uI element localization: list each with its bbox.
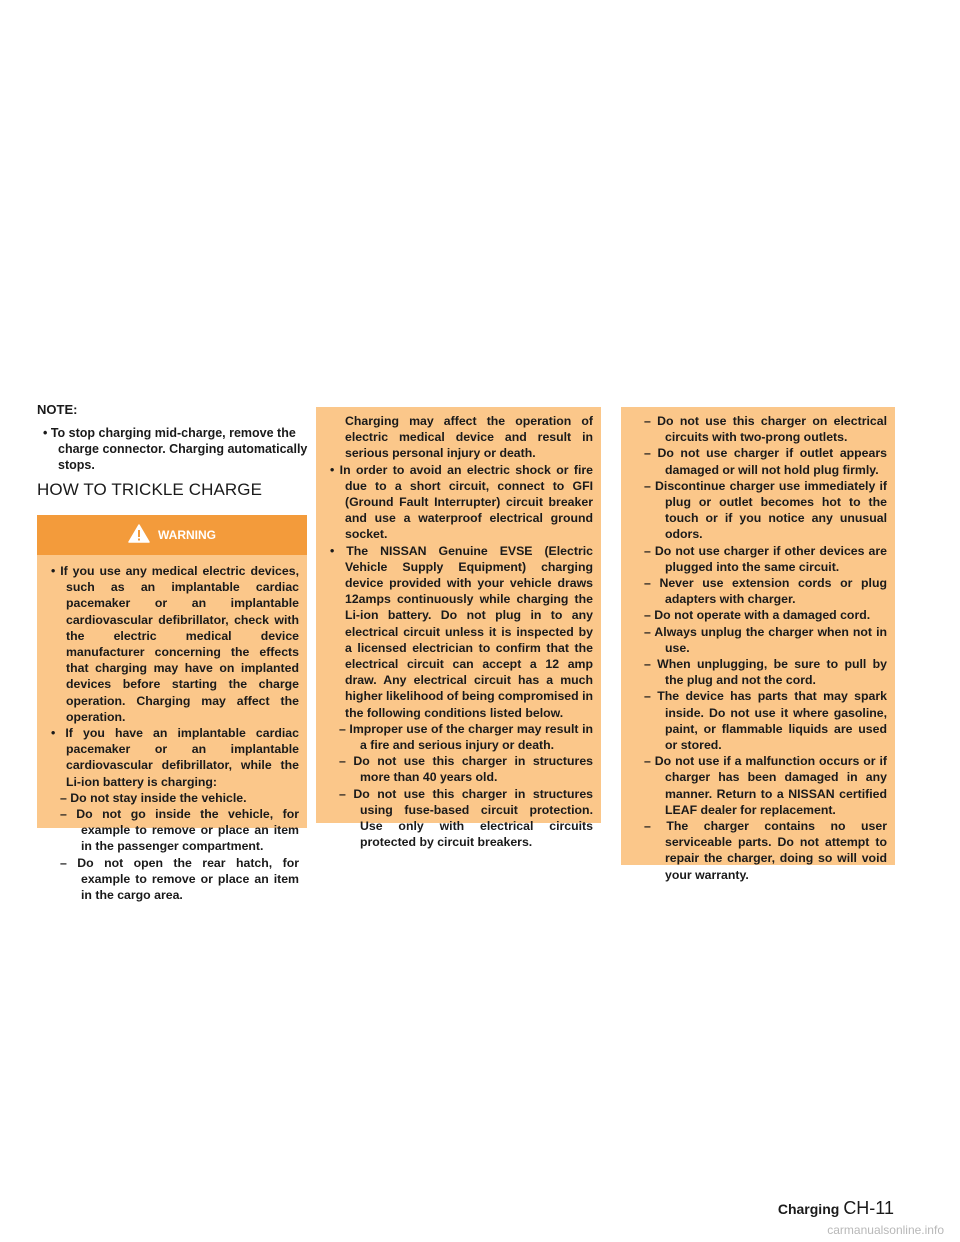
footer-section-name: Charging [777, 1201, 840, 1217]
warning-item: • In order to avoid an electric shock or fire due to a short circuit, connect to GFI (Ground Fault Interrupter) circuit breaker and use a waterproof electrical ground socket. [330, 462, 593, 542]
warning-subitem: – Always unplug the charger when not in use. [644, 624, 887, 655]
warning-subitem: – Do not use if a malfunction occurs or if charger has been damaged in any manner. Return to a NISSAN certified LEAF dealer for replacement. [644, 754, 887, 817]
warning-item: • If you have an implantable cardiac pacemaker or an implantable cardiovascular defibrillator, while the Li-ion battery is charging: [51, 726, 299, 789]
warning-subitem: – Do not use charger if other devices are plugged into the same circuit. [644, 543, 887, 574]
warning-subitem: – The device has parts that may spark inside. Do not use it where gasoline, paint, or flammable liquids are used or stored. [644, 689, 887, 753]
warning-header [37, 515, 307, 555]
section-title: HOW TO TRICKLE CHARGE [37, 480, 263, 499]
warning-item: • If you use any medical electric devices, such as an implantable cardiac pacemaker or an implantable cardiovascular defibrillator, check with the electric medical device manufacturer concerning the effects that charging may have on implanted devices before starting the charge operation. Charging may affect the operation. [51, 564, 299, 724]
warning-subitem: – Do not use this charger on electrical circuits with two-prong outlets. [644, 414, 887, 445]
warning-subitem: – Never use extension cords or plug adapters with charger. [644, 576, 887, 607]
watermark: carmanualsonline.info [827, 1223, 944, 1237]
warning-subitem: – Do not stay inside the vehicle. [60, 790, 247, 805]
warning-subitem: – Do not operate with a damaged cord. [644, 608, 871, 623]
warning-subitem: – When unplugging, be sure to pull by the plug and not the cord. [644, 657, 887, 688]
warning-triangle-icon [128, 524, 150, 546]
warning-subitem: – Discontinue charger use immediately if plug or outlet becomes hot to the touch or if you notice any unusual odors. [644, 478, 887, 542]
warning-box-column-1 [37, 515, 307, 903]
note-text: • To stop charging mid-charge, remove the charge connector. Charging automatically stops. [43, 426, 308, 473]
warning-subitem: – Do not use this charger in structures using fuse-based circuit protection. Use only with electrical circuits protected by circuit breakers. [339, 786, 593, 850]
warning-box-column-3 [621, 407, 895, 882]
warning-subitem: – Do not use charger if outlet appears damaged or will not hold plug firmly. [644, 446, 887, 477]
footer-page-number: CH-11 [843, 1198, 894, 1218]
warning-continuation: Charging may affect the operation of electric medical device and result in serious personal injury or death. [345, 414, 593, 461]
warning-subitem: – Do not go inside the vehicle, for example to remove or place an item in the passenger compartment. [60, 807, 299, 854]
warning-item: • The NISSAN Genuine EVSE (Electric Vehicle Supply Equipment) charging device provided with your vehicle draws 12amps continuously while charging the Li-ion battery. Do not plug in to any electrical circuit unless it is inspected by a licensed electrician to confirm that the electrical circuit can accept a 12 amp draw. Any electrical circuit has a much higher likelihood of being compromised in the following conditions listed below. [330, 543, 594, 720]
warning-subitem: – Improper use of the charger may result in a fire and serious injury or death. [339, 721, 593, 753]
note-label: NOTE: [37, 402, 78, 417]
page-footer [778, 1198, 894, 1219]
warning-subitem: – Do not use this charger in structures more than 40 years old. [339, 754, 593, 785]
warning-heading: WARNING [158, 528, 216, 542]
warning-subitem: – The charger contains no user serviceable parts. Do not attempt to repair the charger, doing so will void your warranty. [644, 819, 887, 882]
warning-box-column-2 [316, 407, 601, 850]
warning-subitem: – Do not open the rear hatch, for example to remove or place an item in the cargo area. [60, 855, 299, 903]
